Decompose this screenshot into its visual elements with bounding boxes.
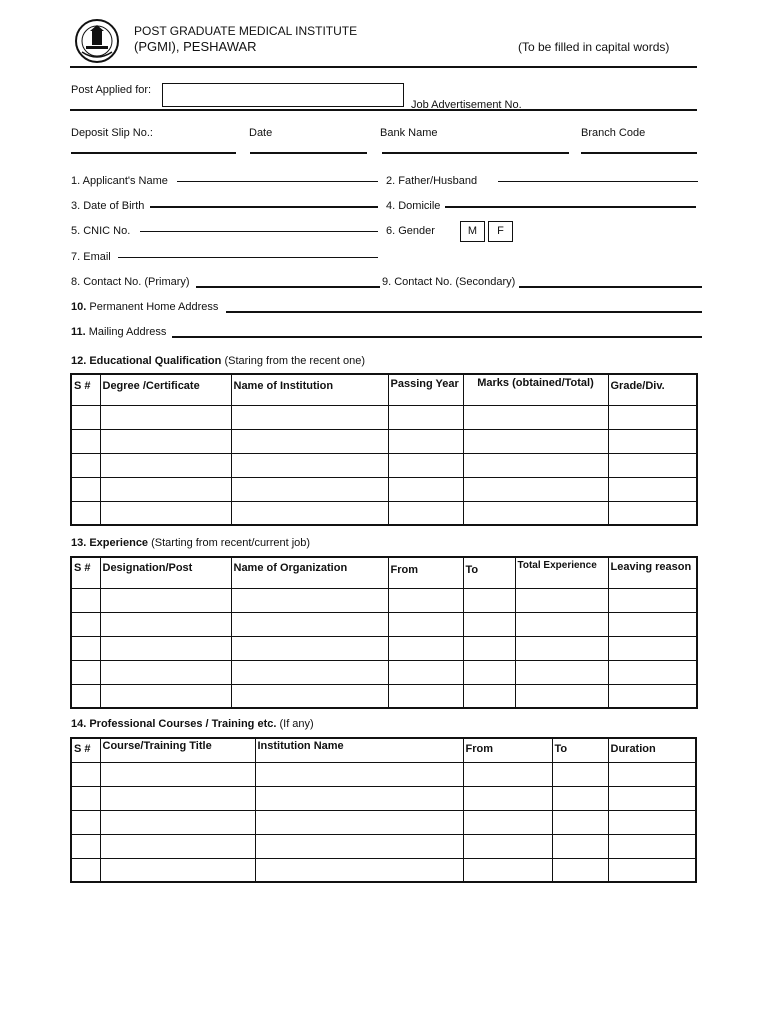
table-cell[interactable] (608, 684, 697, 708)
table-cell[interactable] (608, 453, 697, 477)
experience-table (70, 556, 698, 709)
table-cell[interactable] (608, 501, 697, 525)
table-cell[interactable] (608, 612, 697, 636)
education-title-bold: 12. Educational Qualification (71, 355, 222, 367)
table-cell[interactable] (71, 477, 100, 501)
table-cell[interactable] (608, 588, 697, 612)
table-cell[interactable] (463, 660, 515, 684)
courses-col-institution: Institution Name (255, 738, 463, 762)
courses-table (70, 737, 697, 883)
experience-col-from: From (388, 557, 463, 588)
deposit-slip-label: Deposit Slip No.: (71, 127, 153, 139)
contact-secondary-field[interactable] (519, 286, 702, 288)
table-cell[interactable] (463, 762, 552, 786)
table-cell[interactable] (255, 762, 463, 786)
courses-title-bold: 14. Professional Courses / Training etc. (71, 718, 277, 730)
table-cell[interactable] (71, 612, 100, 636)
deposit-slip-field[interactable] (71, 152, 236, 154)
father-husband-label: 2. Father/Husband (386, 175, 478, 187)
experience-col-designation: Designation/Post (100, 557, 231, 588)
table-cell[interactable] (100, 612, 231, 636)
table-cell[interactable] (255, 858, 463, 882)
dob-field[interactable] (150, 206, 378, 208)
table-row (71, 636, 697, 660)
table-cell[interactable] (100, 810, 255, 834)
table-cell[interactable] (388, 453, 463, 477)
table-cell[interactable] (552, 858, 608, 882)
courses-col-to: To (552, 738, 608, 762)
table-row (71, 762, 696, 786)
table-cell[interactable] (608, 405, 697, 429)
experience-col-organization: Name of Organization (231, 557, 388, 588)
table-cell[interactable] (463, 405, 608, 429)
table-row (71, 501, 697, 525)
table-cell[interactable] (463, 858, 552, 882)
experience-col-sno: S # (71, 557, 100, 588)
table-cell[interactable] (100, 660, 231, 684)
branch-code-field[interactable] (581, 152, 697, 154)
table-cell[interactable] (463, 453, 608, 477)
experience-col-total: Total Experience (515, 557, 608, 588)
gender-label: 6. Gender (386, 225, 435, 237)
courses-title-note: (If any) (279, 718, 314, 730)
table-cell[interactable] (100, 453, 231, 477)
table-cell[interactable] (463, 786, 552, 810)
fill-instruction: (To be filled in capital words) (518, 40, 670, 54)
email-field[interactable] (118, 257, 378, 258)
table-cell[interactable] (388, 684, 463, 708)
contact-secondary-label: 9. Contact No. (Secondary) (382, 276, 516, 288)
table-cell[interactable] (231, 684, 388, 708)
table-cell[interactable] (100, 636, 231, 660)
table-row (71, 660, 697, 684)
permanent-address-number: 10. (71, 301, 87, 313)
permanent-address-text: Permanent Home Address (89, 301, 219, 313)
table-cell[interactable] (231, 636, 388, 660)
institute-abbr: (PGMI), (134, 39, 180, 54)
table-cell[interactable] (463, 684, 515, 708)
table-cell[interactable] (71, 858, 100, 882)
table-cell[interactable] (255, 786, 463, 810)
table-row (71, 588, 697, 612)
table-cell[interactable] (100, 588, 231, 612)
table-cell[interactable] (100, 858, 255, 882)
experience-title-note: (Starting from recent/current job) (151, 537, 311, 549)
table-row (71, 405, 697, 429)
table-cell[interactable] (71, 786, 100, 810)
table-cell[interactable] (100, 405, 231, 429)
table-cell[interactable] (231, 660, 388, 684)
table-cell[interactable] (255, 834, 463, 858)
table-row (71, 834, 696, 858)
education-table (70, 373, 698, 526)
education-header-row (71, 374, 697, 405)
table-row (71, 477, 697, 501)
contact-primary-field[interactable] (196, 286, 380, 288)
mailing-address-field[interactable] (172, 336, 702, 338)
education-col-passing-year: Passing Year (388, 374, 463, 405)
table-cell[interactable] (71, 588, 100, 612)
mailing-address-label (71, 326, 166, 339)
branch-code-label: Branch Code (581, 127, 646, 139)
permanent-address-field[interactable] (226, 311, 702, 313)
table-cell[interactable] (552, 786, 608, 810)
table-cell[interactable] (608, 429, 697, 453)
table-cell[interactable] (100, 684, 231, 708)
table-cell[interactable] (463, 636, 515, 660)
table-cell[interactable] (608, 786, 696, 810)
dob-label: 3. Date of Birth (71, 200, 145, 212)
courses-col-sno: S # (71, 738, 100, 762)
table-cell[interactable] (71, 834, 100, 858)
table-cell[interactable] (71, 660, 100, 684)
table-cell[interactable] (608, 858, 696, 882)
table-cell[interactable] (552, 834, 608, 858)
table-cell[interactable] (100, 429, 231, 453)
table-cell[interactable] (100, 501, 231, 525)
experience-title-bold: 13. Experience (71, 537, 149, 549)
table-cell[interactable] (463, 477, 608, 501)
table-cell[interactable] (231, 429, 388, 453)
table-cell[interactable] (231, 501, 388, 525)
table-cell[interactable] (552, 810, 608, 834)
education-col-marks: Marks (obtained/Total) (463, 374, 608, 405)
table-cell[interactable] (388, 612, 463, 636)
gender-female-box[interactable]: F (488, 221, 513, 242)
courses-col-duration: Duration (608, 738, 696, 762)
table-cell[interactable] (100, 834, 255, 858)
institute-city: PESHAWAR (183, 39, 257, 54)
domicile-field[interactable] (445, 206, 696, 208)
table-cell[interactable] (463, 612, 515, 636)
table-cell[interactable] (71, 501, 100, 525)
table-cell[interactable] (515, 588, 608, 612)
domicile-label: 4. Domicile (386, 200, 441, 212)
table-cell[interactable] (463, 429, 608, 453)
table-cell[interactable] (608, 762, 696, 786)
table-cell[interactable] (71, 762, 100, 786)
courses-title (71, 718, 314, 731)
table-cell[interactable] (100, 762, 255, 786)
table-row (71, 684, 697, 708)
table-cell[interactable] (608, 810, 696, 834)
gender-male-box[interactable]: M (460, 221, 485, 242)
post-applied-input[interactable] (162, 83, 404, 107)
table-cell[interactable] (608, 636, 697, 660)
table-row (71, 786, 696, 810)
table-cell[interactable] (71, 429, 100, 453)
table-row (71, 810, 696, 834)
table-row (71, 453, 697, 477)
experience-title (71, 537, 310, 550)
table-cell[interactable] (463, 834, 552, 858)
table-cell[interactable] (231, 477, 388, 501)
bank-name-label: Bank Name (380, 127, 438, 139)
table-cell[interactable] (388, 636, 463, 660)
table-cell[interactable] (100, 477, 231, 501)
table-cell[interactable] (608, 477, 697, 501)
education-title (71, 355, 365, 368)
experience-col-to: To (463, 557, 515, 588)
permanent-address-label (71, 301, 218, 314)
table-cell[interactable] (608, 660, 697, 684)
table-cell[interactable] (231, 453, 388, 477)
job-advertisement-label: Job Advertisement No. (411, 99, 522, 111)
institute-location (134, 40, 257, 53)
cnic-field[interactable] (140, 231, 378, 232)
education-col-grade: Grade/Div. (608, 374, 697, 405)
institute-name: POST GRADUATE MEDICAL INSTITUTE (134, 24, 358, 38)
education-title-note: (Staring from the recent one) (224, 355, 366, 367)
date-label: Date (249, 127, 273, 139)
table-cell[interactable] (608, 834, 696, 858)
courses-col-title: Course/Training Title (100, 738, 255, 762)
table-cell[interactable] (388, 501, 463, 525)
table-cell[interactable] (463, 501, 608, 525)
post-applied-label: Post Applied for: (71, 84, 152, 96)
table-cell[interactable] (231, 405, 388, 429)
mailing-address-number: 11. (71, 326, 86, 338)
table-cell[interactable] (552, 762, 608, 786)
table-row (71, 612, 697, 636)
applicant-name-label: 1. Applicant's Name (71, 175, 168, 187)
table-cell[interactable] (515, 684, 608, 708)
courses-header-row (71, 738, 696, 762)
table-cell[interactable] (71, 405, 100, 429)
table-cell[interactable] (463, 810, 552, 834)
experience-col-leaving-reason: Leaving reason (608, 557, 697, 588)
education-col-institution: Name of Institution (231, 374, 388, 405)
table-row (71, 429, 697, 453)
table-cell[interactable] (515, 612, 608, 636)
cnic-label: 5. CNIC No. (71, 225, 131, 237)
table-cell[interactable] (388, 429, 463, 453)
post-section-divider (70, 109, 697, 111)
table-cell[interactable] (515, 660, 608, 684)
contact-primary-label: 8. Contact No. (Primary) (71, 276, 190, 288)
date-field[interactable] (250, 152, 367, 154)
bank-name-field[interactable] (382, 152, 569, 154)
table-cell[interactable] (388, 588, 463, 612)
table-cell[interactable] (255, 810, 463, 834)
table-cell[interactable] (71, 453, 100, 477)
experience-header-row (71, 557, 697, 588)
table-cell[interactable] (515, 636, 608, 660)
table-cell[interactable] (463, 588, 515, 612)
table-cell[interactable] (231, 588, 388, 612)
table-row (71, 858, 696, 882)
table-cell[interactable] (71, 684, 100, 708)
courses-col-from: From (463, 738, 552, 762)
table-cell[interactable] (388, 660, 463, 684)
mailing-address-text: Mailing Address (88, 326, 167, 338)
applicant-name-field[interactable] (177, 181, 378, 182)
table-cell[interactable] (388, 405, 463, 429)
header-divider (70, 66, 697, 68)
email-label: 7. Email (71, 251, 111, 263)
table-cell[interactable] (388, 477, 463, 501)
table-cell[interactable] (231, 612, 388, 636)
education-col-degree: Degree /Certificate (100, 374, 231, 405)
table-cell[interactable] (71, 810, 100, 834)
table-cell[interactable] (71, 636, 100, 660)
education-col-sno: S # (71, 374, 100, 405)
table-cell[interactable] (100, 786, 255, 810)
institute-logo (72, 18, 122, 64)
father-husband-field[interactable] (498, 181, 698, 182)
